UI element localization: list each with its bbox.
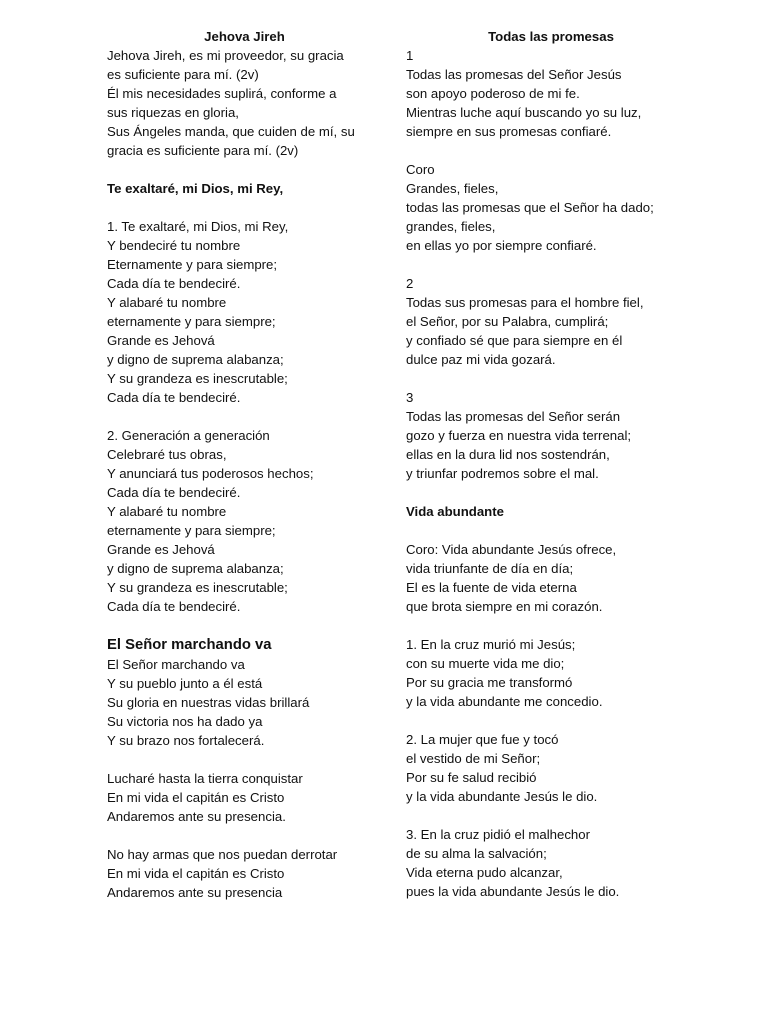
lyric-line: 3 — [406, 390, 414, 405]
lyric-line: Y anunciará tus poderosos hechos; — [107, 466, 314, 481]
lyric-line: Cada día te bendeciré. — [107, 390, 241, 405]
lyric-line: Grande es Jehová — [107, 542, 215, 557]
lyric-line: Vida eterna pudo alcanzar, — [406, 865, 563, 880]
song-title-el-senor-marchando-va: El Señor marchando va — [107, 637, 272, 653]
lyric-line: y triunfar podremos sobre el mal. — [406, 466, 599, 481]
lyric-line: gozo y fuerza en nuestra vida terrenal; — [406, 428, 632, 443]
spacer — [406, 521, 696, 540]
lyric-line: Todas las promesas del Señor Jesús — [406, 67, 622, 82]
lyric-line: Eternamente y para siempre; — [107, 257, 278, 272]
lyric-line: ellas en la dura lid nos sostendrán, — [406, 447, 610, 462]
lyric-line: 2. Generación a generación — [107, 428, 270, 443]
song-title-te-exaltare: Te exaltaré, mi Dios, mi Rey, — [107, 181, 284, 196]
lyric-line: y digno de suprema alabanza; — [107, 561, 284, 576]
stanza — [107, 217, 382, 407]
spacer — [406, 369, 696, 388]
lyric-line: y la vida abundante Jesús le dio. — [406, 789, 598, 804]
lyric-line: Sus Ángeles manda, que cuiden de mí, su — [107, 124, 355, 139]
stanza — [107, 845, 382, 902]
lyric-line: pues la vida abundante Jesús le dio. — [406, 884, 620, 899]
lyric-line: Su victoria nos ha dado ya — [107, 714, 263, 729]
lyric-line: Por su fe salud recibió — [406, 770, 537, 785]
lyric-line: gracia es suficiente para mí. (2v) — [107, 143, 299, 158]
lyric-line: 2 — [406, 276, 414, 291]
lyric-line: 1. Te exaltaré, mi Dios, mi Rey, — [107, 219, 289, 234]
spacer — [107, 826, 382, 845]
lyric-line: El es la fuente de vida eterna — [406, 580, 577, 595]
lyric-line: son apoyo poderoso de mi fe. — [406, 86, 580, 101]
lyric-line: vida triunfante de día en día; — [406, 561, 574, 576]
spacer — [107, 198, 382, 217]
stanza — [406, 730, 696, 806]
lyric-line: sus riquezas en gloria, — [107, 105, 239, 120]
lyric-line: y digno de suprema alabanza; — [107, 352, 284, 367]
lyric-line: siempre en sus promesas confiaré. — [406, 124, 612, 139]
lyric-line: Andaremos ante su presencia — [107, 885, 283, 900]
lyric-line: Y bendeciré tu nombre — [107, 238, 241, 253]
lyric-line: en ellas yo por siempre confiaré. — [406, 238, 597, 253]
stanza — [107, 426, 382, 616]
lyric-line: Grandes, fieles, — [406, 181, 499, 196]
spacer — [107, 407, 382, 426]
lyric-line: Todas sus promesas para el hombre fiel, — [406, 295, 644, 310]
lyric-line: el Señor, por su Palabra, cumplirá; — [406, 314, 609, 329]
lyric-line: de su alma la salvación; — [406, 846, 547, 861]
lyric-line: Y su grandeza es inescrutable; — [107, 580, 288, 595]
lyric-line: el vestido de mi Señor; — [406, 751, 541, 766]
lyric-line: Y su grandeza es inescrutable; — [107, 371, 288, 386]
lyric-line: con su muerte vida me dio; — [406, 656, 565, 671]
left-column — [107, 27, 382, 902]
spacer — [107, 616, 382, 635]
lyric-line: Él mis necesidades suplirá, conforme a — [107, 86, 337, 101]
lyric-line: En mi vida el capitán es Cristo — [107, 790, 285, 805]
lyric-line: En mi vida el capitán es Cristo — [107, 866, 285, 881]
lyric-line: Celebraré tus obras, — [107, 447, 227, 462]
lyric-line: Mientras luche aquí buscando yo su luz, — [406, 105, 642, 120]
spacer — [406, 711, 696, 730]
lyric-line: Coro — [406, 162, 435, 177]
stanza — [107, 46, 382, 160]
lyric-line: dulce paz mi vida gozará. — [406, 352, 556, 367]
spacer — [406, 806, 696, 825]
lyric-line: y la vida abundante me concedio. — [406, 694, 603, 709]
spacer — [406, 141, 696, 160]
right-column — [406, 27, 696, 901]
lyric-line: Y alabaré tu nombre — [107, 295, 227, 310]
stanza — [406, 540, 696, 616]
lyric-line: Por su gracia me transformó — [406, 675, 573, 690]
stanza — [406, 46, 696, 141]
lyric-line: Cada día te bendeciré. — [107, 276, 241, 291]
stanza — [107, 769, 382, 826]
lyric-line: Andaremos ante su presencia. — [107, 809, 286, 824]
stanza — [406, 274, 696, 369]
spacer — [406, 255, 696, 274]
stanza — [406, 388, 696, 483]
lyric-line: es suficiente para mí. (2v) — [107, 67, 259, 82]
lyric-line: Jehova Jireh, es mi proveedor, su gracia — [107, 48, 344, 63]
lyric-line: Coro: Vida abundante Jesús ofrece, — [406, 542, 617, 557]
lyric-line: Y alabaré tu nombre — [107, 504, 227, 519]
song-title-todas-las-promesas: Todas las promesas — [488, 29, 614, 44]
lyric-line: El Señor marchando va — [107, 657, 245, 672]
lyric-line: grandes, fieles, — [406, 219, 496, 234]
spacer — [107, 160, 382, 179]
spacer — [406, 483, 696, 502]
lyric-line: Y su brazo nos fortalecerá. — [107, 733, 265, 748]
lyric-line: No hay armas que nos puedan derrotar — [107, 847, 338, 862]
stanza — [107, 655, 382, 750]
song-title-vida-abundante: Vida abundante — [406, 504, 504, 519]
lyric-line: Su gloria en nuestras vidas brillará — [107, 695, 310, 710]
lyric-line: eternamente y para siempre; — [107, 314, 276, 329]
lyric-line: Lucharé hasta la tierra conquistar — [107, 771, 303, 786]
spacer — [107, 750, 382, 769]
lyric-line: Grande es Jehová — [107, 333, 215, 348]
lyric-line: 1 — [406, 48, 414, 63]
lyric-line: Y su pueblo junto a él está — [107, 676, 263, 691]
stanza — [406, 635, 696, 711]
stanza — [406, 825, 696, 901]
lyric-line: 3. En la cruz pidió el malhechor — [406, 827, 590, 842]
lyric-line: 2. La mujer que fue y tocó — [406, 732, 559, 747]
spacer — [406, 616, 696, 635]
lyric-line: Cada día te bendeciré. — [107, 599, 241, 614]
stanza — [406, 160, 696, 255]
lyric-line: Todas las promesas del Señor serán — [406, 409, 621, 424]
lyric-line: Cada día te bendeciré. — [107, 485, 241, 500]
lyric-line: eternamente y para siempre; — [107, 523, 276, 538]
lyric-line: todas las promesas que el Señor ha dado; — [406, 200, 654, 215]
lyric-line: que brota siempre en mi corazón. — [406, 599, 603, 614]
lyric-line: y confiado sé que para siempre en él — [406, 333, 623, 348]
lyric-line: 1. En la cruz murió mi Jesús; — [406, 637, 576, 652]
song-title-jehova-jireh: Jehova Jireh — [204, 29, 285, 44]
